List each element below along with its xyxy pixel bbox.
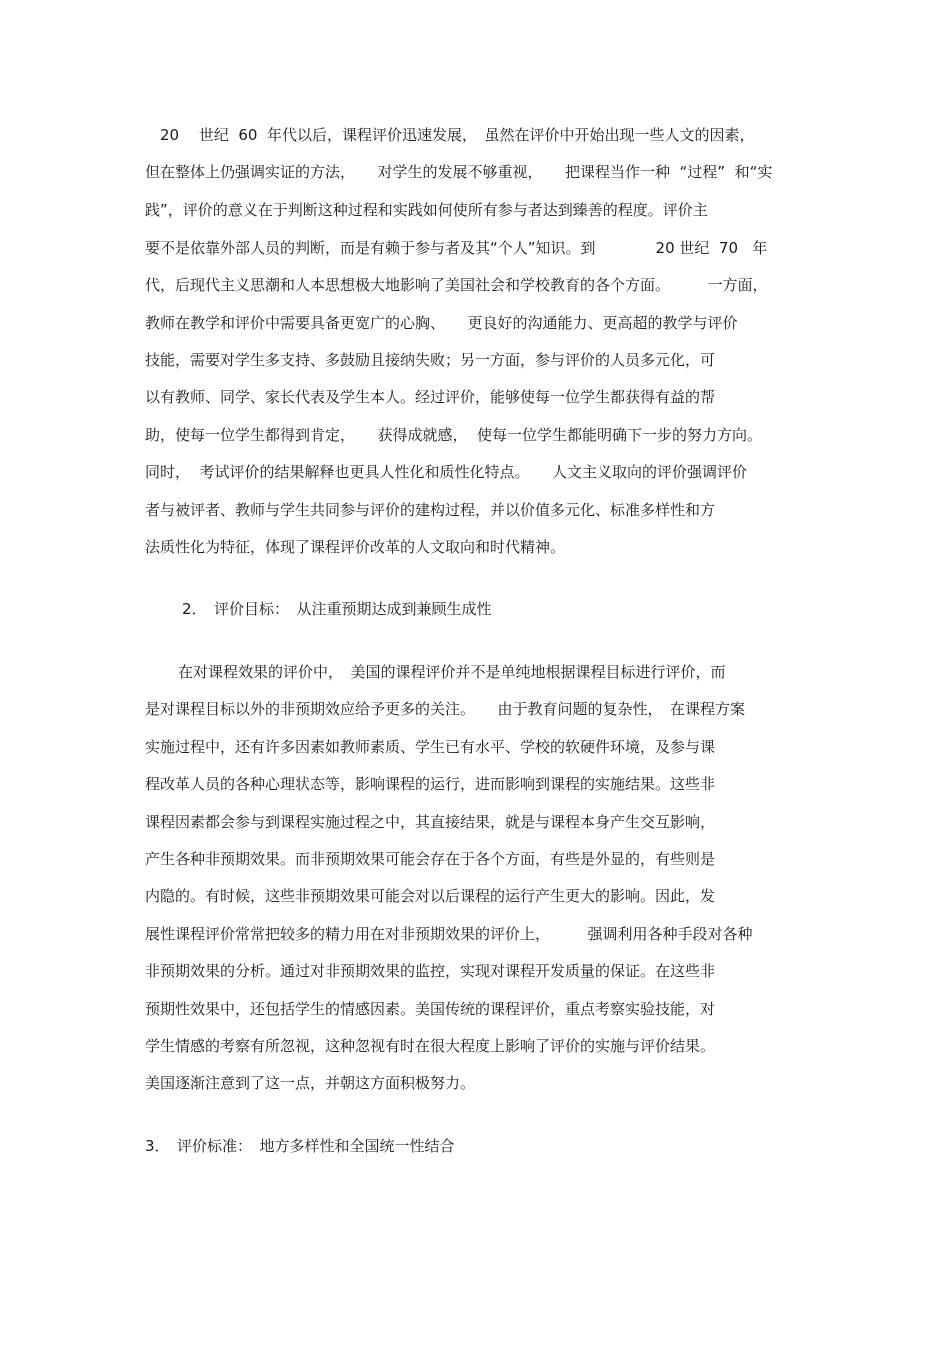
text-line: 践”，评价的意义在于判断这种过程和实践如何使所有参与者达到臻善的程度。评价主 — [145, 201, 708, 219]
text-line: 技能，需要对学生多支持、多鼓励且接纳失败；另一方面，参与评价的人员多元化，可 — [145, 351, 716, 369]
text-line: 产生各种非预期效果。而非预期效果可能会存在于各个方面，有些是外显的，有些则是 — [145, 850, 716, 868]
text-line: 以有教师、同学、家长代表及学生本人。经过评价，能够使每一位学生都获得有益的帮 — [145, 388, 716, 406]
text-line: 助，使每一位学生都得到肯定， 获得成就感， 使每一位学生都能明确下一步的努力方向。 — [145, 426, 763, 444]
text-line: 20 世纪 60 年代以后，课程评价迅速发展， 虽然在评价中开始出现一些人文的因素， — [145, 126, 755, 144]
section-heading-3: 3． 评价标准： 地方多样性和全国统一性结合 — [145, 1137, 455, 1155]
text-line: 但在整体上仍强调实证的方法， 对学生的发展不够重视， 把课程当作一种 “过程” 和“实 — [145, 163, 773, 181]
text-line: 展性课程评价常常把较多的精力用在对非预期效果的评价上， 强调利用各种手段对各种 — [145, 925, 753, 943]
text-line: 者与被评者、教师与学生共同参与评价的建构过程，并以价值多元化、标准多样性和方 — [145, 501, 716, 519]
text-line: 教师在教学和评价中需要具备更宽广的心胸、 更良好的沟通能力、更高超的教学与评价 — [145, 314, 738, 332]
text-line: 实施过程中，还有许多因素如教师素质、学生已有水平、学校的软硬件环境，及参与课 — [145, 738, 716, 756]
text-line: 课程因素都会参与到课程实施过程之中，其直接结果，就是与课程本身产生交互影响， — [145, 813, 716, 831]
text-line: 内隐的。有时候，这些非预期效果可能会对以后课程的运行产生更大的影响。因此，发 — [145, 887, 716, 905]
text-line: 美国逐渐注意到了这一点，并朝这方面积极努力。 — [145, 1074, 476, 1092]
text-line: 在对课程效果的评价中， 美国的课程评价并不是单纯地根据课程目标进行评价，而 — [178, 663, 726, 681]
text-line: 非预期效果的分析。通过对非预期效果的监控，实现对课程开发质量的保证。在这些非 — [145, 962, 716, 980]
text-line: 学生情感的考察有所忽视，这种忽视有时在很大程度上影响了评价的实施与评价结果。 — [145, 1037, 716, 1055]
text-line: 法质性化为特征，体现了课程评价改革的人文取向和时代精神。 — [145, 538, 566, 556]
text-line: 预期性效果中，还包括学生的情感因素。美国传统的课程评价，重点考察实验技能，对 — [145, 1000, 716, 1018]
section-heading-2: 2． 评价目标： 从注重预期达成到兼顾生成性 — [182, 600, 492, 618]
text-line: 同时， 考试评价的结果解释也更具人性化和质性化特点。 人文主义取向的评价强调评价 — [145, 463, 748, 481]
text-line: 要不是依靠外部人员的判断，而是有赖于参与者及其“个人”知识。到 20 世纪 70 年 — [145, 239, 768, 257]
text-line: 程改革人员的各种心理状态等，影响课程的运行，进而影响到课程的实施结果。这些非 — [145, 775, 716, 793]
text-line: 代，后现代主义思潮和人本思想极大地影响了美国社会和学校教育的各个方面。 一方面， — [145, 276, 768, 294]
text-line: 是对课程目标以外的非预期效应给予更多的关注。 由于教育问题的复杂性， 在课程方案 — [145, 700, 746, 718]
